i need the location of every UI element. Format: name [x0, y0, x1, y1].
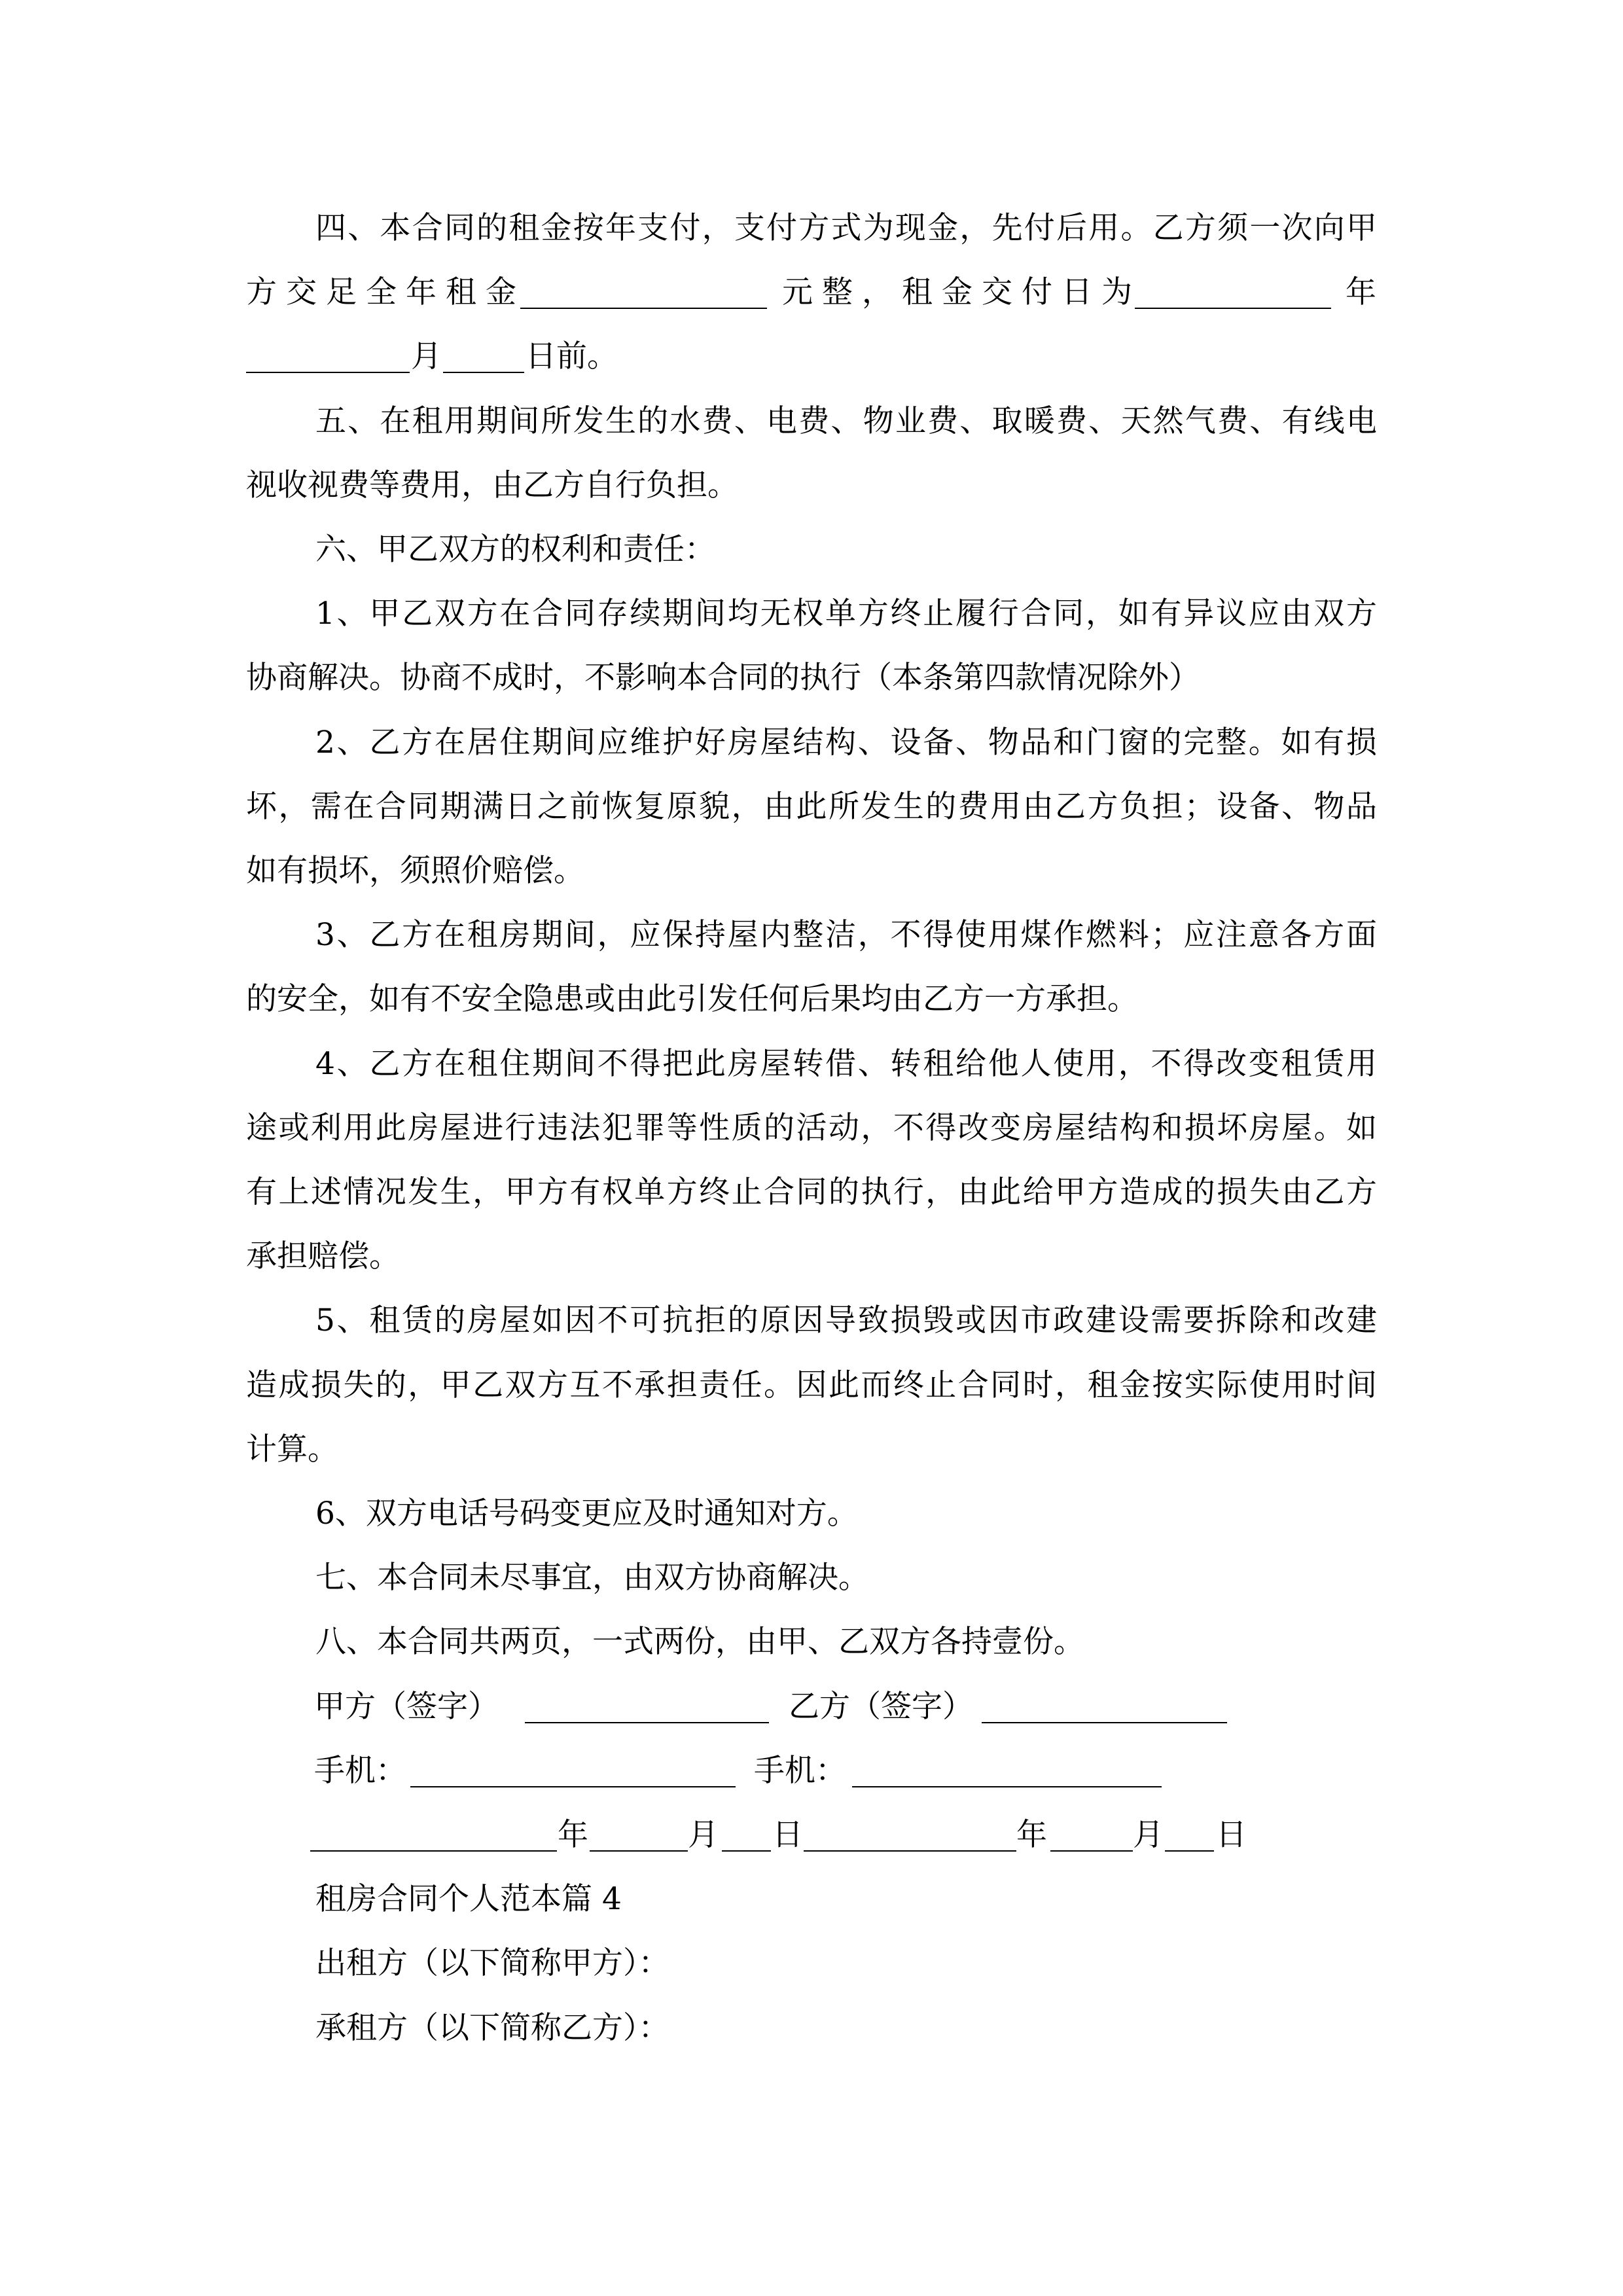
- party-a-month-label: 月: [688, 1817, 719, 1853]
- party-a-signature-label: 甲方（签字）: [314, 1689, 499, 1725]
- payment-month-field[interactable]: [246, 372, 410, 373]
- party-b-signature-field[interactable]: [982, 1722, 1227, 1723]
- clause4-payment-date-label: 元整，租金交付日为: [782, 274, 1141, 310]
- clause6-item4-line2: 途或利用此房屋进行违法犯罪等性质的活动，不得改变房屋结构和损坏房屋。如: [246, 1110, 1377, 1146]
- clause5-line1: 五、在租用期间所发生的水费、电费、物业费、取暖费、天然气费、有线电: [315, 403, 1377, 439]
- clause8: 八、本合同共两页，一式两份，由甲、乙双方各持壹份。: [315, 1624, 1084, 1660]
- clause6-item2-line1: 2、乙方在居住期间应维护好房屋结构、设备、物品和门窗的完整。如有损: [315, 725, 1377, 761]
- phone-row: [246, 1739, 1377, 1803]
- party-b-year-label: 年: [1016, 1817, 1047, 1853]
- day-before-label: 日前。: [526, 338, 618, 374]
- clause6-item5-line3: 计算。: [246, 1431, 338, 1467]
- party-b-month-label: 月: [1133, 1817, 1164, 1853]
- party-b-phone-field[interactable]: [852, 1786, 1162, 1787]
- clause4-line2: [246, 260, 1377, 325]
- lessor-label: 出租方（以下简称甲方）：: [315, 1945, 669, 1981]
- clause6-item1-line1: 1、甲乙双方在合同存续期间均无权单方终止履行合同，如有异议应由双方: [315, 596, 1377, 632]
- clause4-line3: [246, 325, 1377, 389]
- party-a-year-label: 年: [558, 1817, 588, 1853]
- party-a-day-label: 日: [772, 1817, 803, 1853]
- signature-row: [246, 1675, 1377, 1739]
- party-a-phone-label: 手机：: [314, 1753, 406, 1789]
- lessee-label: 承租方（以下简称乙方）：: [315, 2010, 669, 2046]
- party-b-signature-label: 乙方（签字）: [789, 1689, 973, 1725]
- clause6-item4-line4: 承担赔偿。: [246, 1238, 400, 1274]
- party-b-year-field[interactable]: [804, 1850, 1016, 1852]
- party-a-signature-field[interactable]: [525, 1722, 769, 1723]
- party-a-day-field[interactable]: [722, 1850, 771, 1852]
- clause5-line2: 视收视费等费用，由乙方自行负担。: [246, 467, 738, 503]
- clause6-heading: 六、甲乙双方的权利和责任：: [315, 531, 715, 567]
- clause6-item3-line1: 3、乙方在租房期间，应保持屋内整洁，不得使用煤作燃料；应注意各方面: [315, 917, 1377, 953]
- clause6-item3-line2: 的安全，如有不安全隐患或由此引发任何后果均由乙方一方承担。: [246, 981, 1138, 1017]
- party-a-year-field[interactable]: [310, 1850, 557, 1852]
- annual-rent-field[interactable]: [520, 308, 767, 309]
- clause4-annual-rent-label: 方交足全年租金: [246, 274, 526, 310]
- party-b-phone-label: 手机：: [754, 1753, 846, 1789]
- clause4-line1: 四、本合同的租金按年支付，支付方式为现金，先付后用。乙方须一次向甲: [315, 210, 1377, 246]
- clause6-item2-line3: 如有损坏，须照价赔偿。: [246, 853, 584, 889]
- party-b-day-field[interactable]: [1165, 1850, 1214, 1852]
- clause6-item4-line3: 有上述情况发生，甲方有权单方终止合同的执行，由此给甲方造成的损失由乙方: [246, 1174, 1377, 1210]
- payment-day-field[interactable]: [443, 372, 524, 373]
- clause6-item5-line1: 5、租赁的房屋如因不可抗拒的原因导致损毁或因市政建设需要拆除和改建: [315, 1302, 1377, 1338]
- party-a-phone-field[interactable]: [410, 1786, 736, 1787]
- clause7: 七、本合同未尽事宜，由双方协商解决。: [315, 1560, 869, 1596]
- party-b-day-label: 日: [1216, 1817, 1247, 1853]
- month-label: 月: [411, 338, 442, 374]
- date-row: [246, 1803, 1377, 1867]
- clause6-item5-line2: 造成损失的，甲乙双方互不承担责任。因此而终止合同时，租金按实际使用时间: [246, 1367, 1377, 1403]
- payment-year-field[interactable]: [1135, 308, 1331, 309]
- year-label: 年: [1346, 274, 1376, 310]
- clause6-item6: 6、双方电话号码变更应及时通知对方。: [315, 1496, 858, 1532]
- party-a-month-field[interactable]: [590, 1850, 688, 1852]
- clause6-item4-line1: 4、乙方在租住期间不得把此房屋转借、转租给他人使用，不得改变租赁用: [315, 1046, 1377, 1082]
- clause6-item1-line2: 协商解决。协商不成时，不影响本合同的执行（本条第四款情况除外）: [246, 660, 1200, 696]
- party-b-month-field[interactable]: [1050, 1850, 1133, 1852]
- clause6-item2-line2: 坏，需在合同期满日之前恢复原貌，由此所发生的费用由乙方负担；设备、物品: [246, 789, 1377, 825]
- section-title: 租房合同个人范本篇 4: [315, 1881, 622, 1917]
